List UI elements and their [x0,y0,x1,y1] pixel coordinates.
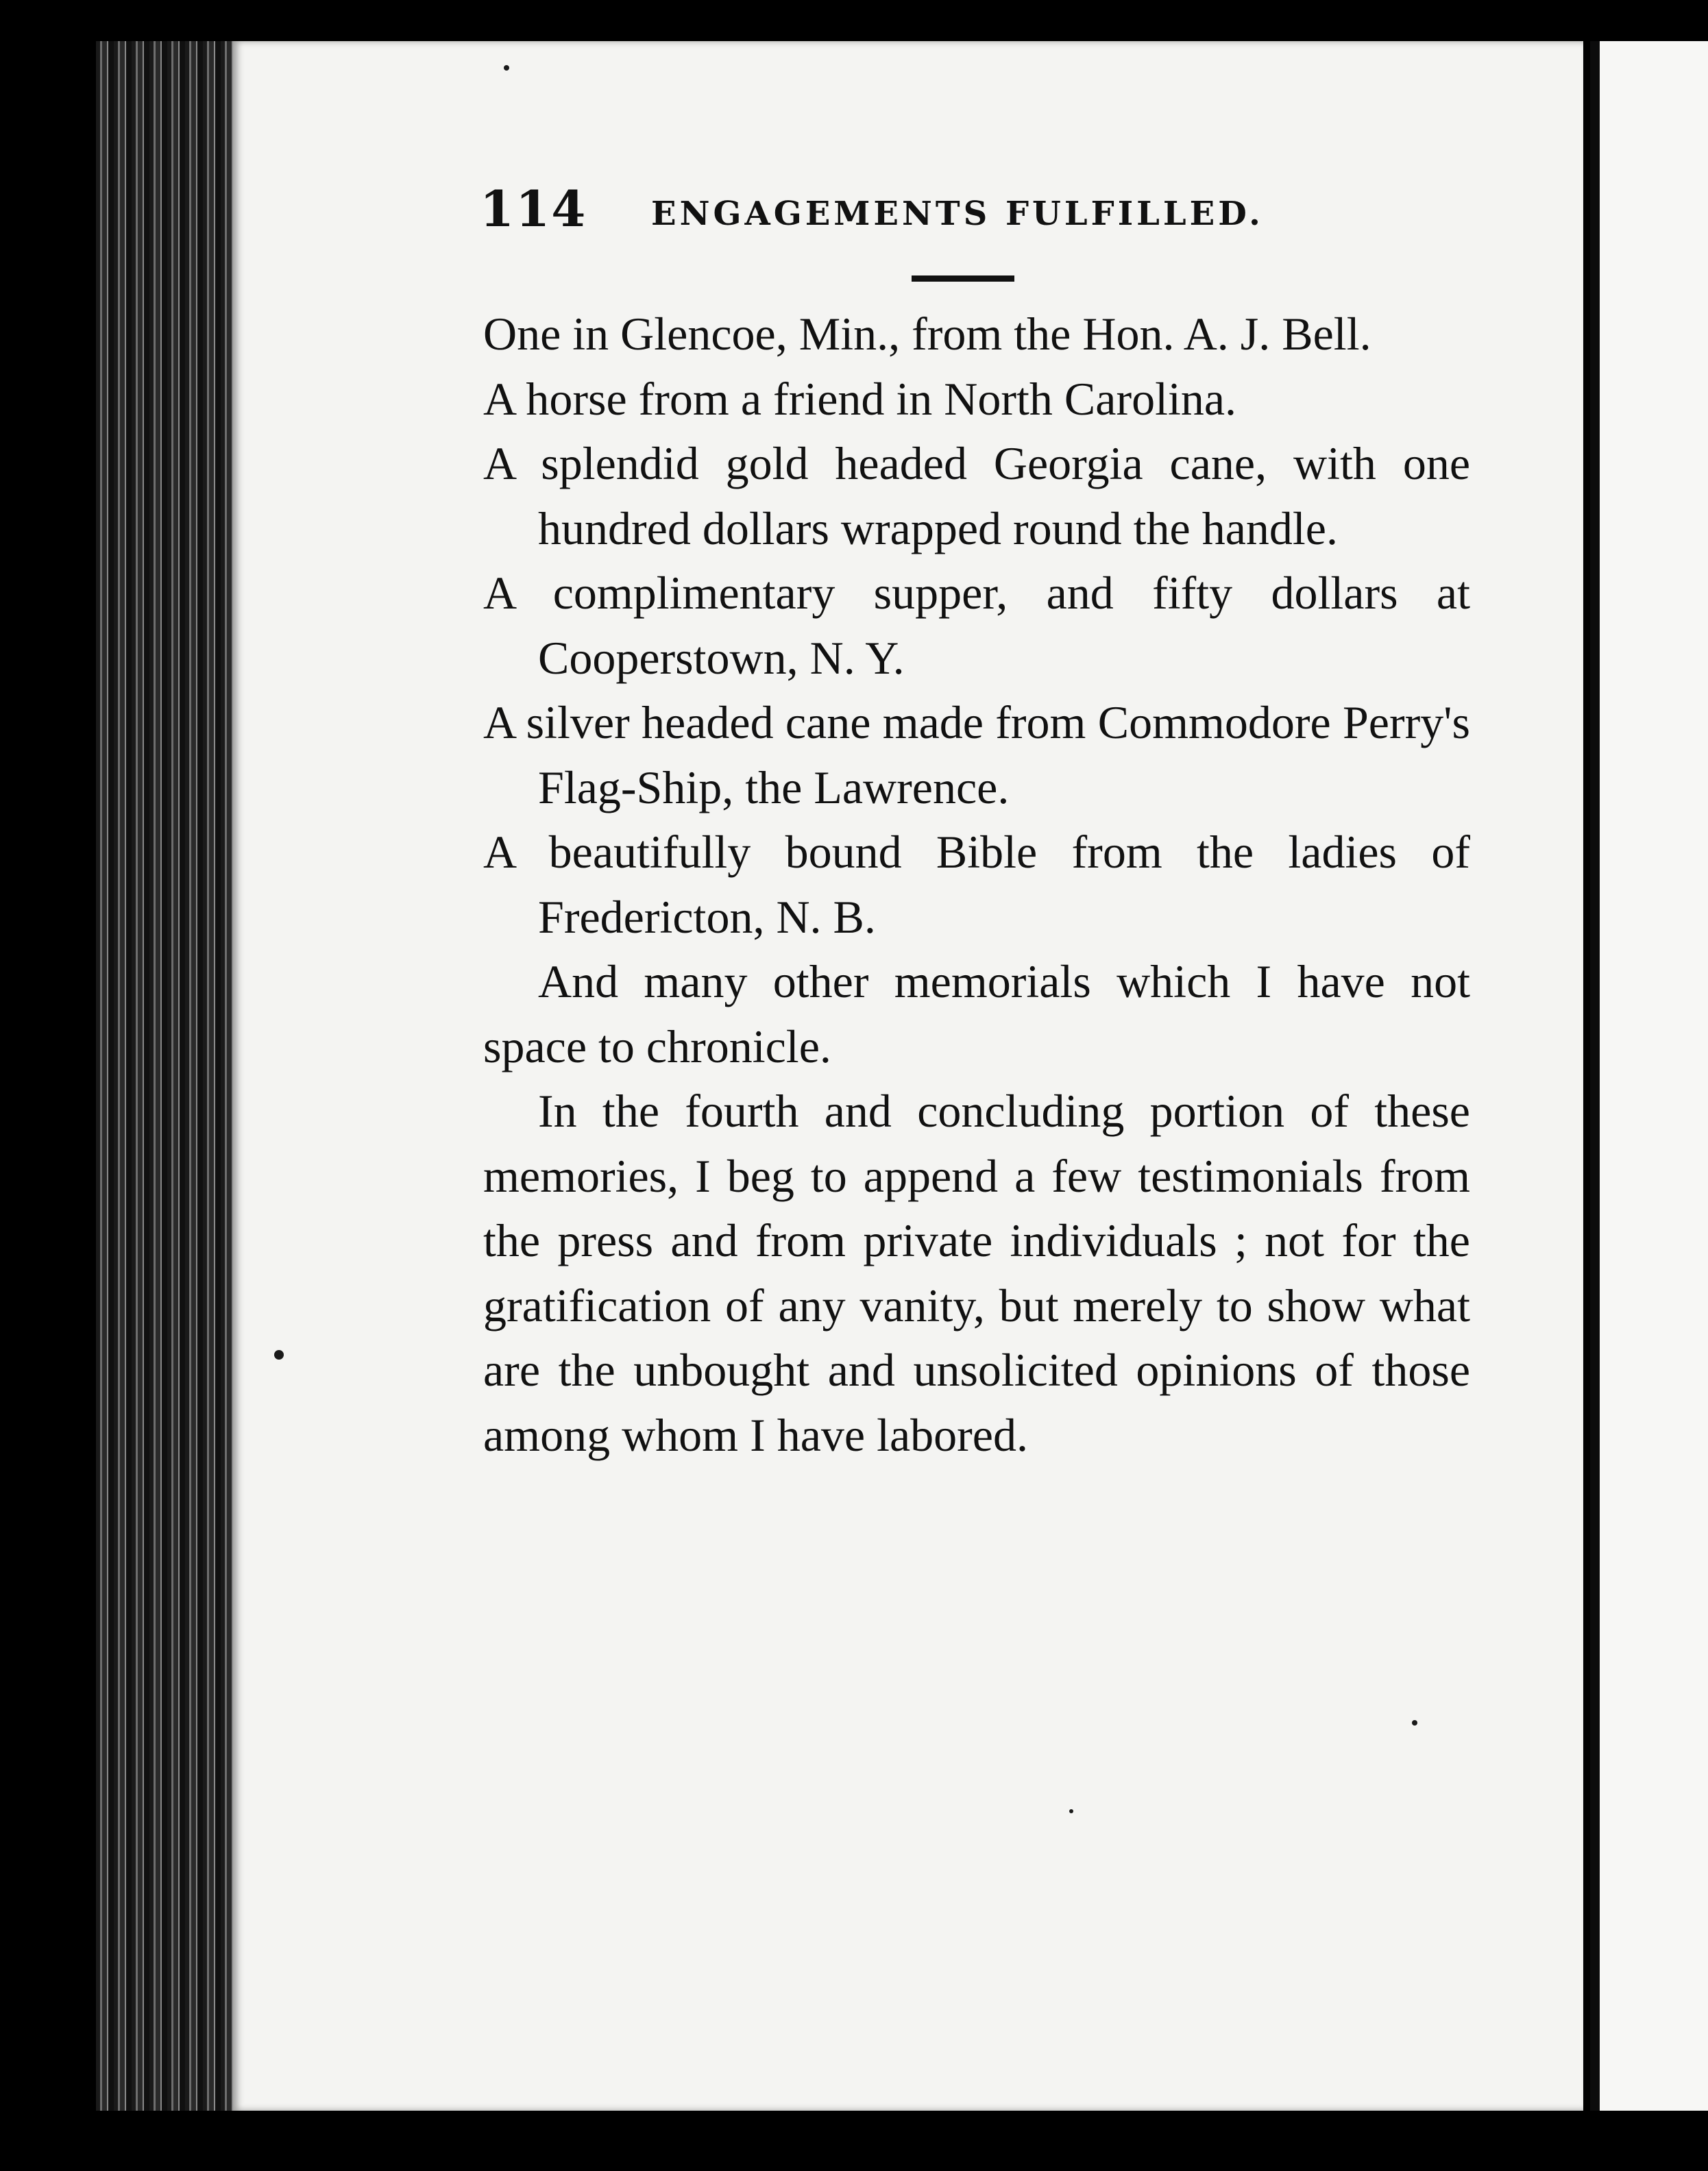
list-item: A silver headed cane made from Commodore Perry's Flag-Ship, the Lawrence. [483,696,1470,813]
facing-page-edge [1590,41,1708,2111]
list-item: A beautifully bound Bible from the ladies of Fredericton, N. B. [483,826,1470,943]
ink-speck [1069,1809,1073,1813]
ink-speck [1412,1720,1417,1726]
list-item: A complimentary supper, and fifty dollars at Cooperstown, N. Y. [483,567,1470,684]
running-head: ENGAGEMENTS FULFILLED. [651,195,1264,233]
list-item: A horse from a friend in North Carolina. [483,372,1237,425]
list-item: One in Glencoe, Min., from the Hon. A. J. Bell. [483,308,1371,360]
page-edges [96,41,240,2111]
paragraph: And many other memorials which I have not space to chronicle. [483,955,1470,1072]
list-item: A splendid gold headed Georgia cane, with one hundred dollars wrapped round the handle. [483,437,1470,554]
paragraph: In the fourth and concluding portion of these memories, I beg to append a few testimonials from the press and from private individuals ; not for the gratification of any vanity, but merely to show what are the unbought and unsolicited opinions of those among whom I have labored. [483,1085,1470,1461]
header-rule [912,275,1014,282]
page-header [480,180,1439,238]
page-number: 114 [480,180,587,238]
ink-speck [274,1350,284,1360]
ink-speck [504,65,509,71]
page-body [483,302,1470,1467]
